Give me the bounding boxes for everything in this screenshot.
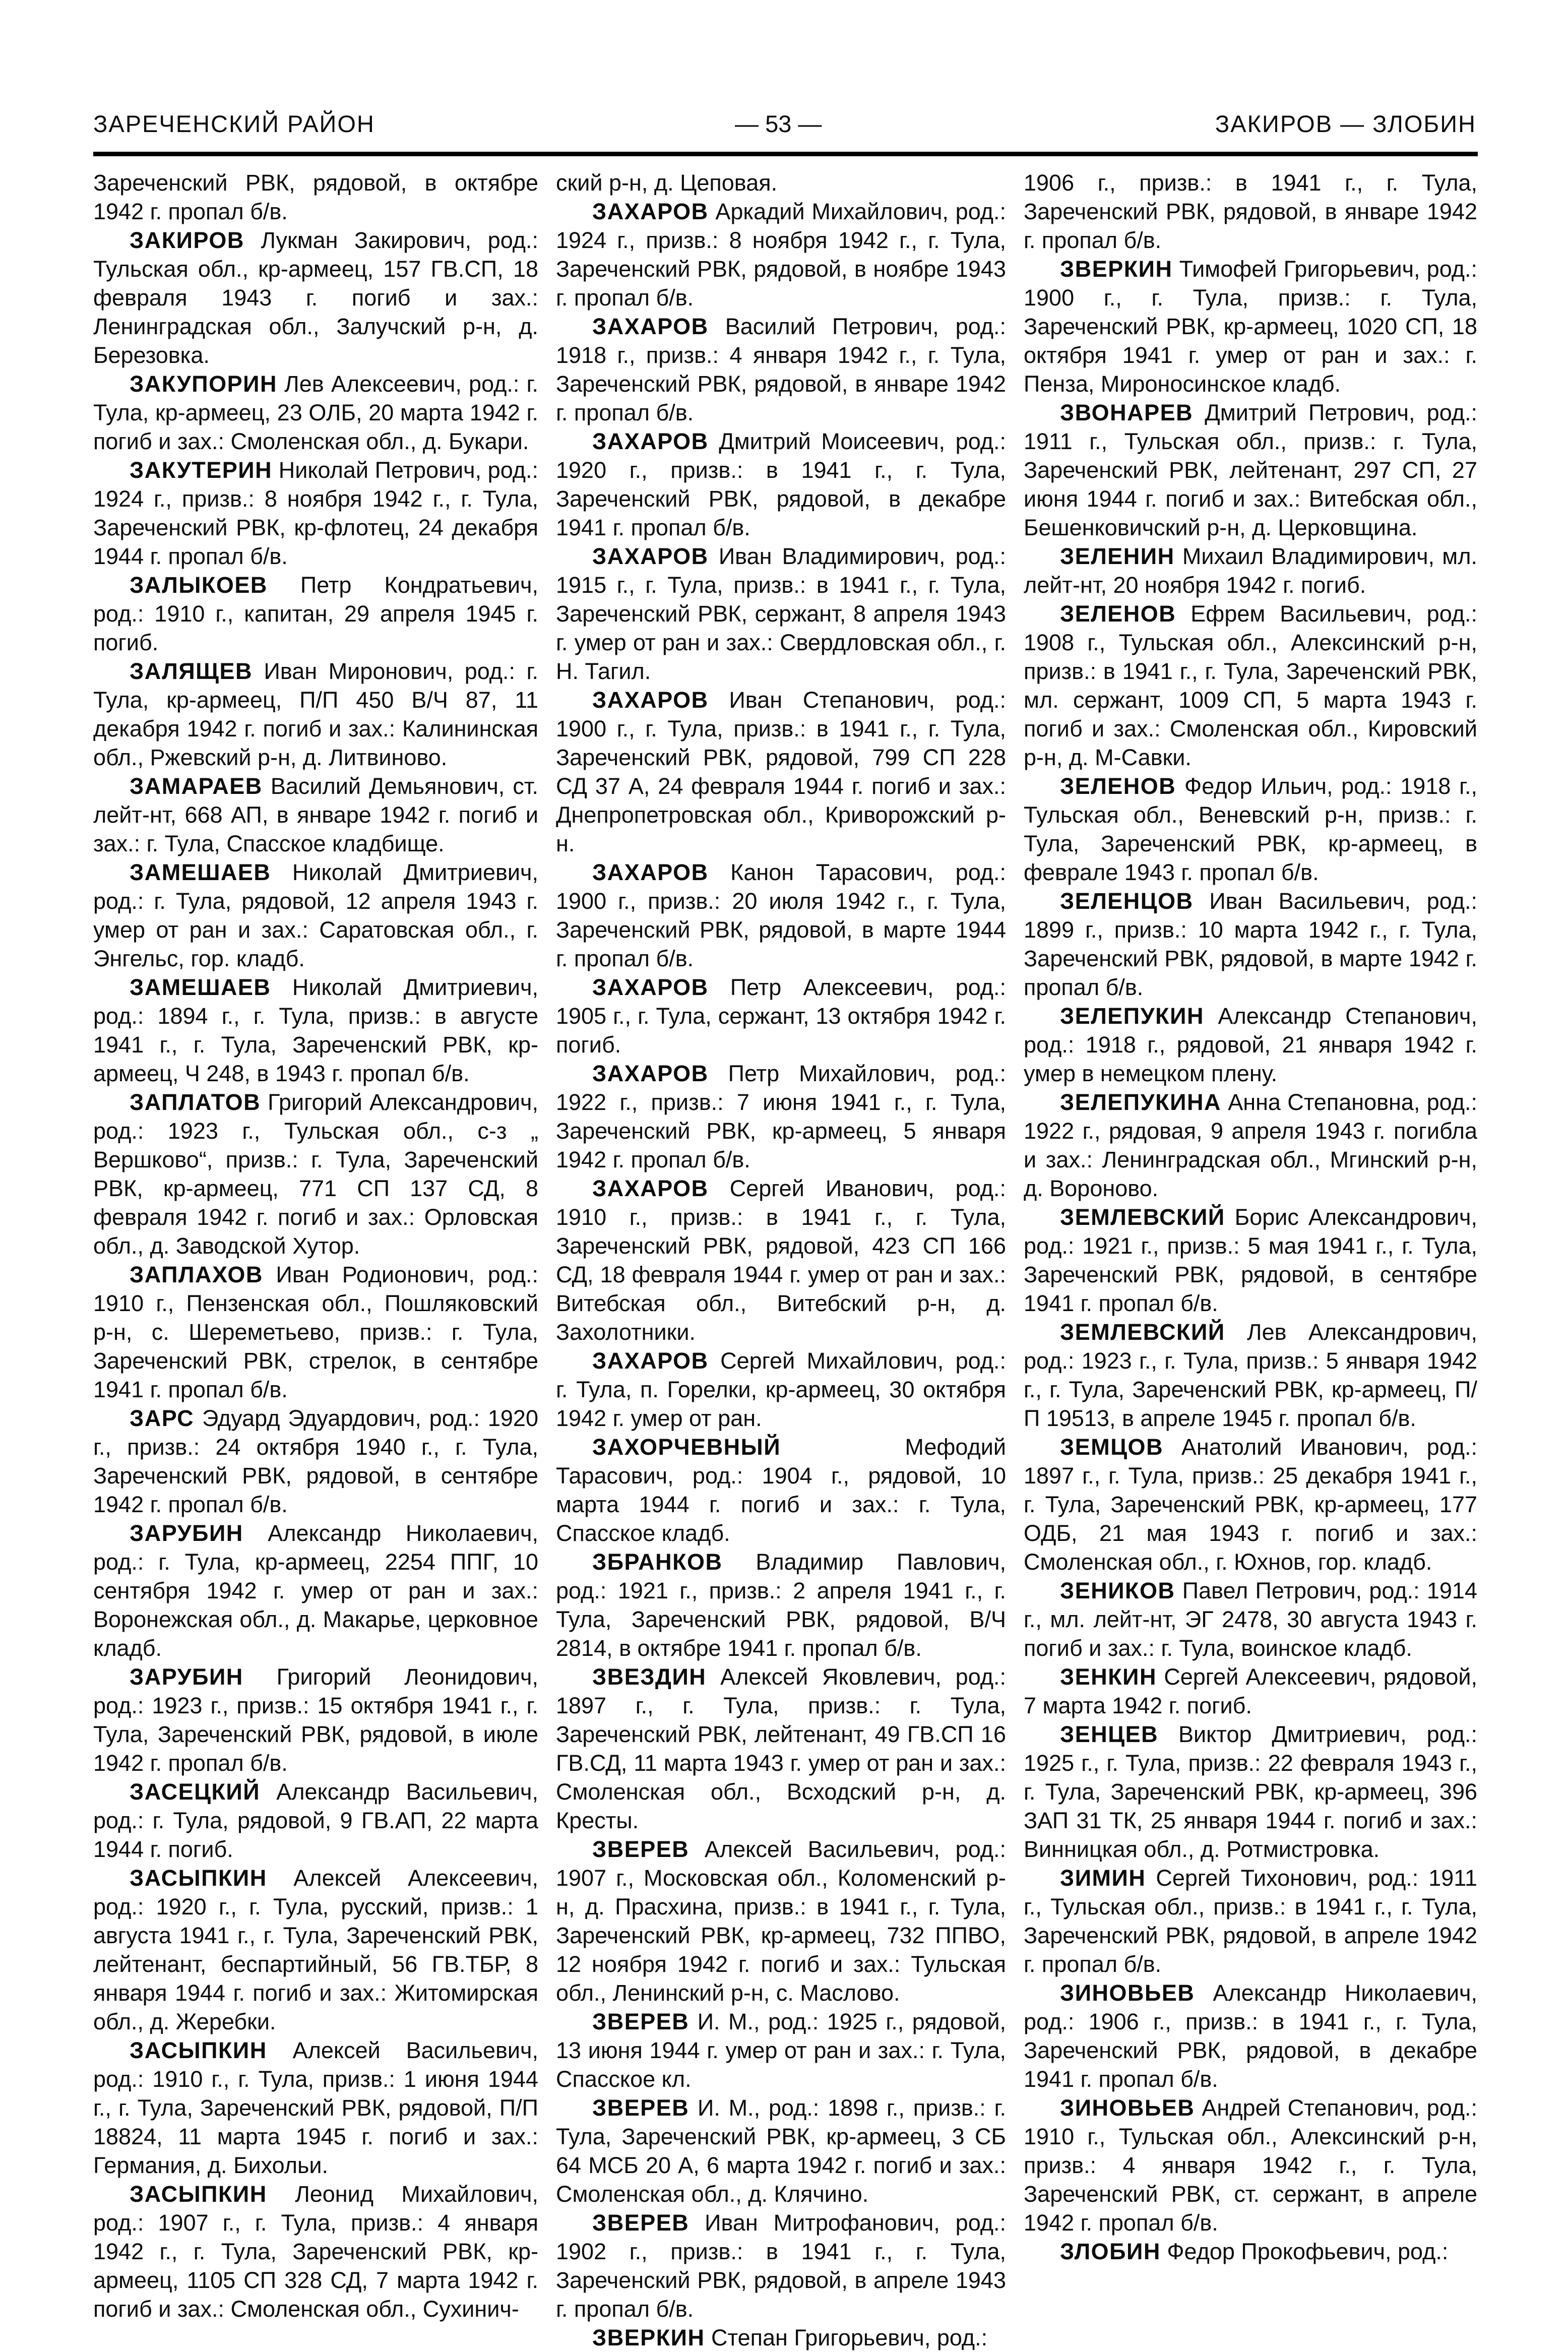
entry: ЗАРУБИН Григорий Леонидович, род.: 1923 г., призв.: 15 октября 1941 г., г. Тула, Зареченский РВК, рядовой, в июле 1942 г. пропал б/в. — [93, 1664, 538, 1776]
entry: ЗАЛЫКОЕВ Петр Кондратьевич, род.: 1910 г., капитан, 29 апреля 1945 г. погиб. — [93, 572, 538, 655]
entry-surname: ЗАКУПОРИН — [130, 371, 277, 397]
entry-surname: ЗЕНЦЕВ — [1060, 1721, 1159, 1747]
entry: ЗЕЛЕНЦОВ Иван Васильевич, род.: 1899 г., призв.: 10 марта 1942 г., г. Тула, Зареченский РВК, рядовой, в марте 1942 г. пропал б/в. — [1024, 888, 1477, 1000]
entry: ЗАХАРОВ Дмитрий Моисеевич, род.: 1920 г., призв.: в 1941 г., г. Тула, Зареченский РВК, рядовой, в декабре 1941 г. пропал б/в. — [556, 428, 1006, 540]
entry: ЗАХОРЧЕВНЫЙ Мефодий Тарасович, род.: 1904 г., рядовой, 10 марта 1944 г. погиб и зах.: г. Тула, Спасское кладб. — [556, 1434, 1006, 1546]
entry-surname: ЗАПЛАТОВ — [130, 1089, 261, 1115]
entry-surname: ЗАМЕШАЕВ — [130, 859, 271, 885]
entry: ЗЕМЛЕВСКИЙ Борис Александрович, род.: 1921 г., призв.: 5 мая 1941 г., г. Тула, Зареченский РВК, рядовой, в сентябре 1941 г. пропал б/в. — [1024, 1204, 1477, 1316]
entry: ЗИНОВЬЕВ Андрей Степанович, род.: 1910 г., Тульская обл., Алексинский р-н, призв.: 4 января 1942 г., г. Тула, Зареченский РВК, ст. сержант, в апреле 1942 г. пропал б/в. — [1024, 2095, 1477, 2236]
entry: ЗВЕРКИН Тимофей Григорьевич, род.: 1900 г., г. Тула, призв.: г. Тула, Зареченский РВК, кр-армеец, 1020 СП, 18 октября 1941 г. умер от ран и зах.: г. Пенза, Мироносинское кладб. — [1024, 256, 1477, 397]
entry-surname: ЗВЕРЕВ — [592, 2009, 689, 2034]
entry-surname: ЗАХАРОВ — [592, 543, 709, 569]
entry: ЗАКИРОВ Лукман Закирович, род.: Тульская обл., кр-армеец, 157 ГВ.СП, 18 февраля 1943 г. погиб и зах.: Ленинградская обл., Залучский р-н, д. Березовка. — [93, 227, 538, 368]
entry: ЗВЕРЕВ И. М., род.: 1925 г., рядовой, 13 июня 1944 г. умер от ран и зах.: г. Тула, Спасское кл. — [556, 2009, 1006, 2092]
entry-surname: ЗАХАРОВ — [592, 859, 709, 885]
entry-surname: ЗЕЛЕПУКИН — [1060, 1003, 1204, 1029]
entry: ЗАРУБИН Александр Николаевич, род.: г. Тула, кр-армеец, 2254 ППГ, 10 сентября 1942 г. умер от ран и зах.: Воронежская обл., д. Макарье, церковное кладб. — [93, 1520, 538, 1661]
entry: ЗАСЕЦКИЙ Александр Васильевич, род.: г. Тула, рядовой, 9 ГВ.АП, 22 марта 1944 г. погиб. — [93, 1779, 538, 1862]
entry-surname: ЗАХАРОВ — [592, 1348, 709, 1374]
entry: ЗИМИН Сергей Тихонович, род.: 1911 г., Тульская обл., призв.: в 1941 г., г. Тула, Зареченский РВК, рядовой, в апреле 1942 г. пропал б/в. — [1024, 1865, 1477, 1977]
entry: ЗЕЛЕНОВ Ефрем Васильевич, род.: 1908 г., Тульская обл., Алексинский р-н, призв.: в 1941 г., г. Тула, Зареченский РВК, мл. сержант, 1009 СП, 5 марта 1943 г. погиб и зах.: Смоленская обл., Кировский р-н, д. М-Савки. — [1024, 601, 1477, 770]
entry: ЗЕМЛЕВСКИЙ Лев Александрович, род.: 1923 г., г. Тула, призв.: 5 января 1942 г., г. Тула, Зареченский РВК, кр-армеец, П/П 19513, в апреле 1945 г. пропал б/в. — [1024, 1319, 1477, 1431]
entry-surname: ЗБРАНКОВ — [592, 1549, 723, 1575]
entry-surname: ЗАХАРОВ — [592, 314, 709, 339]
entry: ЗАХАРОВ Петр Алексеевич, род.: 1905 г., г. Тула, сержант, 13 октября 1942 г. погиб. — [556, 974, 1006, 1058]
entry-surname: ЗИНОВЬЕВ — [1060, 2095, 1195, 2121]
entry-surname: ЗАКИРОВ — [130, 227, 244, 253]
entry-surname: ЗАХАРОВ — [592, 687, 709, 713]
entry-surname: ЗИМИН — [1060, 1865, 1146, 1891]
entry: ЗЛОБИН Федор Прокофьевич, род.: — [1060, 2239, 1449, 2264]
entry-surname: ЗАРС — [130, 1405, 195, 1431]
entry-surname: ЗЕНКИН — [1060, 1664, 1157, 1690]
entry-surname: ЗАСЫПКИН — [130, 1865, 267, 1891]
entry: ЗЕЛЕПУКИН Александр Степанович, род.: 1918 г., рядовой, 21 января 1942 г. умер в немецком плену. — [1024, 1003, 1477, 1086]
entry: ЗЕНКИН Сергей Алексеевич, рядовой, 7 марта 1942 г. погиб. — [1024, 1664, 1477, 1718]
entry: ЗАХАРОВ Василий Петрович, род.: 1918 г., призв.: 4 января 1942 г., г. Тула, Зареченский РВК, рядовой, в январе 1942 г. пропал б/в. — [556, 314, 1006, 425]
header-surname-range: ЗАКИРОВ — ЗЛОБИН — [1215, 110, 1476, 137]
entry: ЗВЕРЕВ И. М., род.: 1898 г., призв.: г. Тула, Зареченский РВК, кр-армеец, 3 СБ 64 МСБ 20 А, 6 марта 1942 г. погиб и зах.: Смоленская обл., д. Клячино. — [556, 2095, 1006, 2207]
entry: ЗАРС Эдуард Эдуардович, род.: 1920 г., призв.: 24 октября 1940 г., г. Тула, Зареченский РВК, рядовой, в сентябре 1942 г. пропал б/в. — [93, 1405, 538, 1517]
entry-surname: ЗЕЛЕНЦОВ — [1060, 888, 1194, 914]
entry-surname: ЗАХАРОВ — [592, 974, 709, 1000]
header-divider-rule — [93, 152, 1478, 156]
entry-surname: ЗАХОРЧЕВНЫЙ — [592, 1434, 781, 1460]
page-header — [93, 110, 1477, 140]
entry-surname: ЗВЕРКИН — [592, 2325, 705, 2350]
entry: ЗВЕЗДИН Алексей Яковлевич, род.: 1897 г., г. Тула, призв.: г. Тула, Зареченский РВК, лейтенант, 49 ГВ.СП 16 ГВ.СД, 11 марта 1943 г. умер от ран и зах.: Смоленская обл., Всходский р-н, д. Кресты. — [556, 1664, 1006, 1833]
entry: ЗБРАНКОВ Владимир Павлович, род.: 1921 г., призв.: 2 апреля 1941 г., г. Тула, Зареченский РВК, рядовой, В/Ч 2814, в октябре 1941 г. пропал б/в. — [556, 1549, 1006, 1661]
entry-surname: ЗЕМЛЕВСКИЙ — [1060, 1319, 1225, 1345]
entry: ЗАЛЯЩЕВ Иван Миронович, род.: г. Тула, кр-армеец, П/П 450 В/Ч 87, 11 декабря 1942 г. погиб и зах.: Калининская обл., Ржевский р-н, д. Литвиново. — [93, 658, 538, 770]
entry-surname: ЗВЕРЕВ — [592, 1836, 689, 1862]
entry-surname: ЗЕНИКОВ — [1060, 1578, 1175, 1603]
header-page-number: — 53 — — [735, 110, 822, 137]
entry-surname: ЗЕЛЕНОВ — [1060, 773, 1176, 799]
entry-surname: ЗАХАРОВ — [592, 199, 709, 224]
entry-surname: ЗЕЛЕНОВ — [1060, 601, 1176, 627]
text-columns — [93, 168, 1477, 2352]
entry-surname: ЗЕМЦОВ — [1060, 1434, 1164, 1460]
entry: ЗАКУТЕРИН Николай Петрович, род.: 1924 г., призв.: 8 ноября 1942 г., г. Тула, Зареченский РВК, кр-флотец, 24 декабря 1944 г. пропал б/в. — [93, 457, 538, 569]
header-district-title: ЗАРЕЧЕНСКИЙ РАЙОН — [93, 110, 375, 137]
entry: ЗВЕРЕВ Иван Митрофанович, род.: 1902 г., призв.: в 1941 г., г. Тула, Зареченский РВК, рядовой, в апреле 1943 г. пропал б/в. — [556, 2210, 1006, 2322]
column-2 — [556, 168, 1006, 2352]
entry: ЗАХАРОВ Иван Владимирович, род.: 1915 г., г. Тула, призв.: в 1941 г., г. Тула, Зареченский РВК, сержант, 8 апреля 1943 г. умер от ран и зах.: Свердловская обл., г. Н. Тагил. — [556, 543, 1006, 684]
entry-surname: ЗАЛЫКОЕВ — [130, 572, 268, 598]
entry-surname: ЗЕМЛЕВСКИЙ — [1060, 1204, 1225, 1230]
column-1 — [93, 168, 538, 2352]
entry-surname: ЗАСЕЦКИЙ — [130, 1779, 261, 1805]
entry: ЗИНОВЬЕВ Александр Николаевич, род.: 1906 г., призв.: в 1941 г., г. Тула, Зареченский РВК, рядовой, в декабре 1941 г. пропал б/в. — [1024, 1980, 1477, 2092]
entry-surname: ЗАСЫПКИН — [130, 2181, 267, 2207]
entry: ЗАМЕШАЕВ Николай Дмитриевич, род.: г. Тула, рядовой, 12 апреля 1943 г. умер от ран и зах.: Саратовская обл., г. Энгельс, гор. кладб. — [93, 859, 538, 971]
entry: ЗАХАРОВ Иван Степанович, род.: 1900 г., г. Тула, призв.: в 1941 г., г. Тула, Зареченский РВК, рядовой, 799 СП 228 СД 37 А, 24 февраля 1944 г. погиб и зах.: Днепропетровская обл., Криворожский р-н. — [556, 687, 1006, 856]
entry: ЗАПЛАТОВ Григорий Александрович, род.: 1923 г., Тульская обл., с-з „ Вершково“, призв.: г. Тула, Зареченский РВК, кр-армеец, 771 СП 137 СД, 8 февраля 1942 г. погиб и зах.: Орловская обл., д. Заводской Хутор. — [93, 1089, 538, 1259]
entry-surname: ЗАХАРОВ — [592, 1061, 709, 1086]
entry: ЗАСЫПКИН Алексей Алексеевич, род.: 1920 г., г. Тула, русский, призв.: 1 августа 1941 г., г. Тула, Зареченский РВК, лейтенант, беспартийный, 56 ГВ.ТБР, 8 января 1944 г. погиб и зах.: Житомирская обл., д. Жеребки. — [93, 1865, 538, 2034]
entry-surname: ЗАЛЯЩЕВ — [130, 658, 253, 684]
entry: ЗЕНЦЕВ Виктор Дмитриевич, род.: 1925 г., г. Тула, призв.: 22 февраля 1943 г., г. Тула, Зареченский РВК, кр-армеец, 396 ЗАП 31 ТК, 25 января 1944 г. погиб и зах.: Винницкая обл., д. Ротмистровка. — [1024, 1721, 1477, 1862]
entry-surname: ЗАМАРАЕВ — [130, 773, 263, 799]
entry-surname: ЗАРУБИН — [130, 1520, 243, 1546]
entry-surname: ЗАРУБИН — [130, 1664, 243, 1690]
entry-surname: ЗВЕРКИН — [1060, 256, 1173, 282]
entry: ЗВЕРЕВ Алексей Васильевич, род.: 1907 г., Московская обл., Коломенский р-н, д. Прасхина, призв.: в 1941 г., г. Тула, Зареченский РВК, кр-армеец, 732 ППВО, 12 ноября 1942 г. погиб и зах.: Тульская обл., Ленинский р-н, с. Маслово. — [556, 1836, 1006, 2006]
entry: 1906 г., призв.: в 1941 г., г. Тула, Зареченский РВК, рядовой, в январе 1942 г. пропал б/в. — [1024, 170, 1477, 253]
entry: ЗАСЫПКИН Алексей Васильевич, род.: 1910 г., г. Тула, призв.: 1 июня 1944 г., г. Тула, Зареченский РВК, рядовой, П/П 18824, 11 марта 1945 г. погиб и зах.: Германия, д. Бихольи. — [93, 2037, 538, 2178]
entry: ЗВОНАРЕВ Дмитрий Петрович, род.: 1911 г., Тульская обл., призв.: г. Тула, Зареченский РВК, лейтенант, 297 СП, 27 июня 1944 г. погиб и зах.: Витебская обл., Бешенковичский р-н, д. Церковщина. — [1024, 400, 1477, 540]
entry: ЗЕЛЕПУКИНА Анна Степановна, род.: 1922 г., рядовая, 9 апреля 1943 г. погибла и зах.: Ленинградская обл., Мгинский р-н, д. Вороново. — [1024, 1089, 1477, 1201]
entry: ЗАХАРОВ Петр Михайлович, род.: 1922 г., призв.: 7 июня 1941 г., г. Тула, Зареченский РВК, кр-армеец, 5 января 1942 г. пропал б/в. — [556, 1061, 1006, 1172]
entry: ЗАХАРОВ Канон Тарасович, род.: 1900 г., призв.: 20 июля 1942 г., г. Тула, Зареченский РВК, рядовой, в марте 1944 г. пропал б/в. — [556, 859, 1006, 971]
entry: ЗВЕРКИН Степан Григорьевич, род.: — [592, 2325, 988, 2350]
entry-surname: ЗАМЕШАЕВ — [130, 974, 271, 1000]
entry-surname: ЗЛОБИН — [1060, 2239, 1161, 2264]
entry: ЗАМАРАЕВ Василий Демьянович, ст. лейт-нт, 668 АП, в январе 1942 г. погиб и зах.: г. Тула, Спасское кладбище. — [93, 773, 538, 856]
entry: ЗАХАРОВ Сергей Михайлович, род.: г. Тула, п. Горелки, кр-армеец, 30 октября 1942 г. умер от ран. — [556, 1348, 1006, 1431]
entry-surname: ЗАПЛАХОВ — [130, 1262, 263, 1287]
entry: ЗАПЛАХОВ Иван Родионович, род.: 1910 г., Пензенская обл., Пошляковский р-н, с. Шереметьево, призв.: г. Тула, Зареченский РВК, стрелок, в сентябре 1941 г. пропал б/в. — [93, 1262, 538, 1402]
entry-surname: ЗАХАРОВ — [592, 1175, 709, 1201]
entry: ЗЕМЦОВ Анатолий Иванович, род.: 1897 г., г. Тула, призв.: 25 декабря 1941 г., г. Тула, Зареченский РВК, кр-армеец, 177 ОДБ, 21 мая 1943 г. погиб и зах.: Смоленская обл., г. Юхнов, гор. кладб. — [1024, 1434, 1477, 1575]
entry-surname: ЗЕЛЕПУКИНА — [1060, 1089, 1221, 1115]
entry: ЗАКУПОРИН Лев Алексеевич, род.: г. Тула, кр-армеец, 23 ОЛБ, 20 марта 1942 г. погиб и зах.: Смоленская обл., д. Букари. — [93, 371, 538, 454]
entry-surname: ЗАСЫПКИН — [130, 2037, 267, 2063]
entry: ЗАСЫПКИН Леонид Михайлович, род.: 1907 г., г. Тула, призв.: 4 января 1942 г., г. Тула, Зареченский РВК, кр-армеец, 1105 СП 328 СД, 7 марта 1942 г. погиб и зах.: Смоленская обл., Сухинич- — [93, 2181, 538, 2322]
entry-surname: ЗЕЛЕНИН — [1060, 543, 1175, 569]
entry-surname: ЗВЕРЕВ — [592, 2095, 689, 2121]
entry-surname: ЗВЕРЕВ — [592, 2210, 689, 2236]
entry-surname: ЗАХАРОВ — [592, 428, 709, 454]
entry: ЗЕЛЕНИН Михаил Владимирович, мл. лейт-нт, 20 ноября 1942 г. погиб. — [1024, 543, 1477, 598]
entry-surname: ЗИНОВЬЕВ — [1060, 1980, 1195, 2006]
entry-surname: ЗАКУТЕРИН — [130, 457, 273, 483]
entry: ский р-н, д. Цеповая. — [556, 170, 778, 196]
entry-surname: ЗВЕЗДИН — [592, 1664, 707, 1690]
entry: ЗАХАРОВ Сергей Иванович, род.: 1910 г., призв.: в 1941 г., г. Тула, Зареченский РВК, рядовой, 423 СП 166 СД, 18 февраля 1944 г. умер от ран и зах.: Витебская обл., Витебский р-н, д. Захолотники. — [556, 1175, 1006, 1345]
entry: ЗЕНИКОВ Павел Петрович, род.: 1914 г., мл. лейт-нт, ЭГ 2478, 30 августа 1943 г. погиб и зах.: г. Тула, воинское кладб. — [1024, 1578, 1477, 1661]
entry-surname: ЗВОНАРЕВ — [1060, 400, 1194, 425]
entry: Зареченский РВК, рядовой, в октябре 1942 г. пропал б/в. — [93, 170, 538, 224]
entry: ЗАХАРОВ Аркадий Михайлович, род.: 1924 г., призв.: 8 ноября 1942 г., г. Тула, Зареченский РВК, рядовой, в ноябре 1943 г. пропал б/в. — [556, 199, 1006, 311]
entry: ЗЕЛЕНОВ Федор Ильич, род.: 1918 г., Тульская обл., Веневский р-н, призв.: г. Тула, Зареченский РВК, кр-армеец, в феврале 1943 г. пропал б/в. — [1024, 773, 1477, 885]
entry: ЗАМЕШАЕВ Николай Дмитриевич, род.: 1894 г., г. Тула, призв.: в августе 1941 г., г. Тула, Зареченский РВК, кр-армеец, Ч 248, в 1943 г. пропал б/в. — [93, 974, 538, 1086]
column-3 — [1024, 168, 1477, 2352]
